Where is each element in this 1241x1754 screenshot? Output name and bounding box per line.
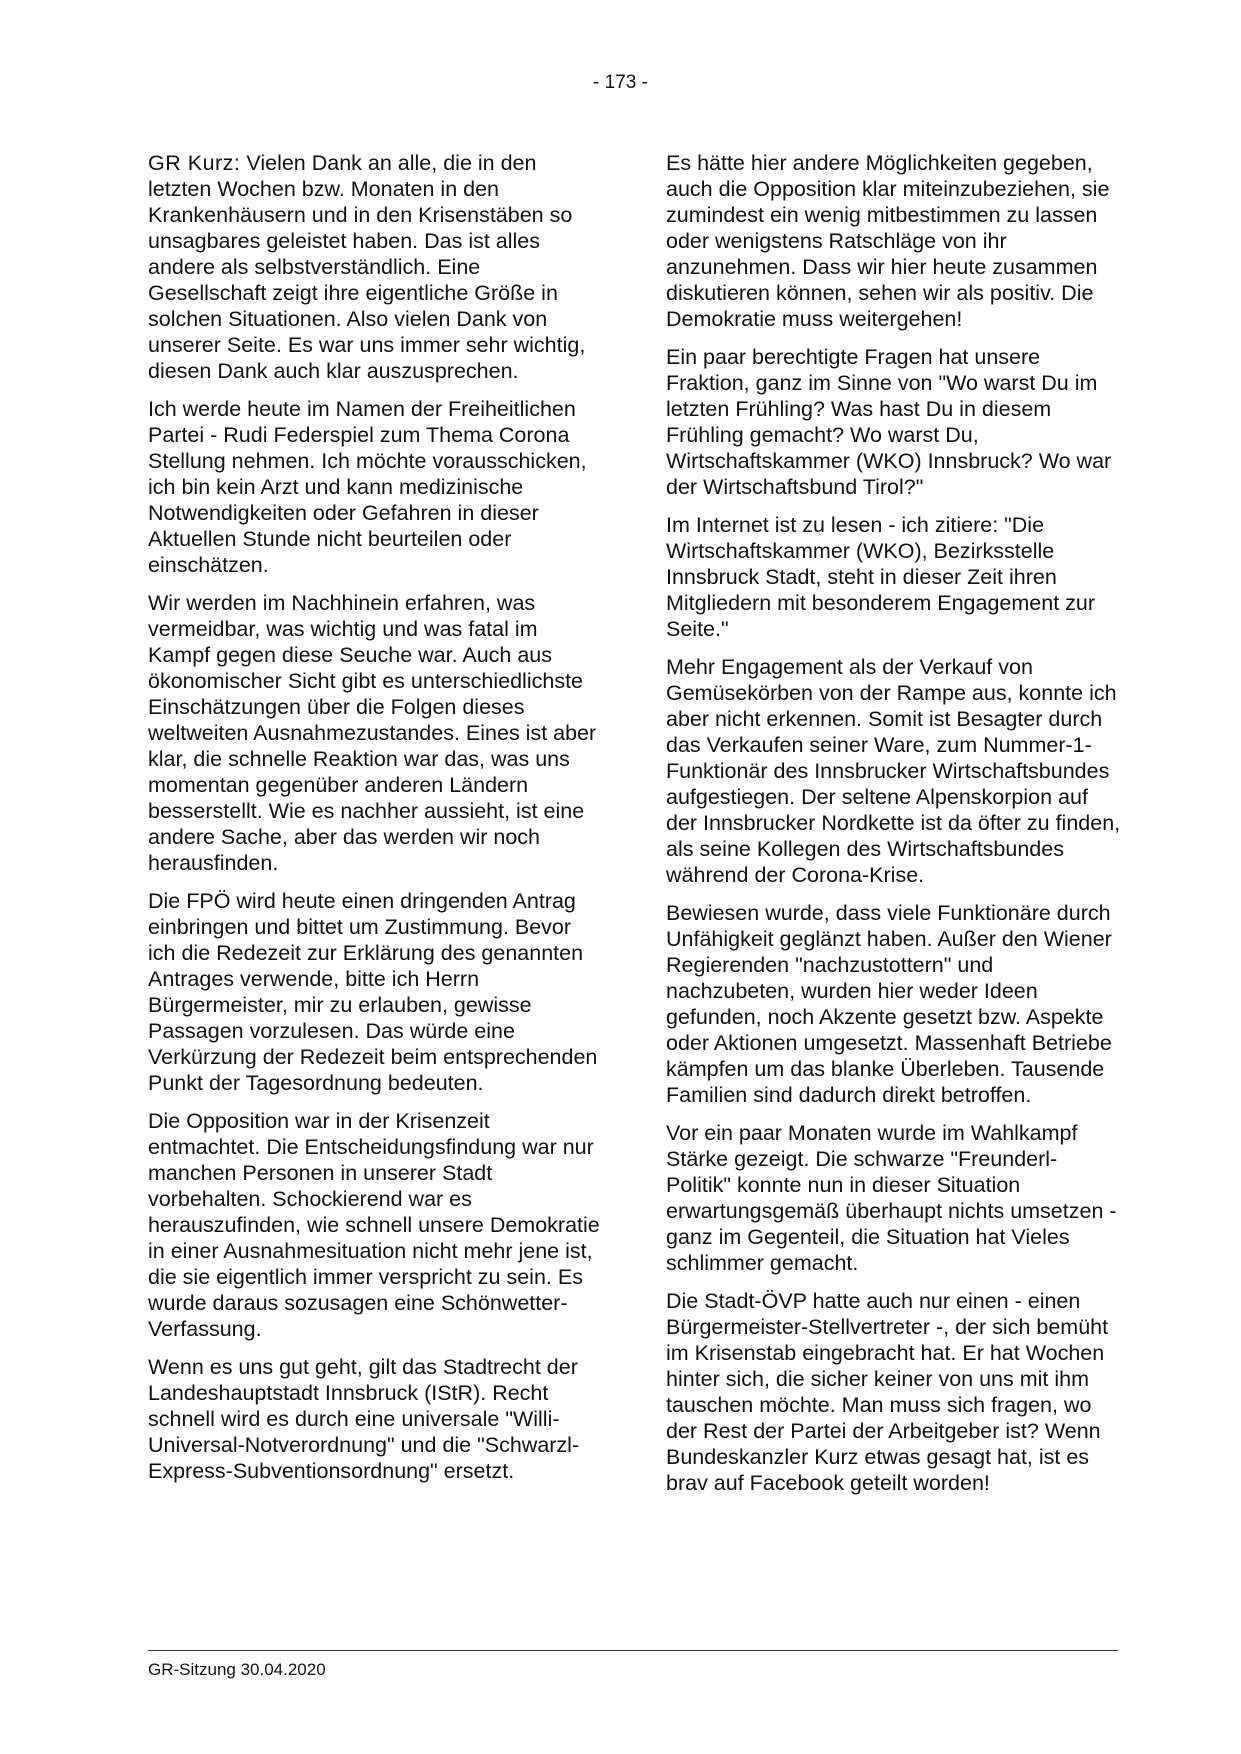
opening-text: Vielen Dank an alle, die in den letzten Wochen bzw. Monaten in den Krankenhäusern und in den Krisenstäben so unsagbares geleistet haben. Das ist alles andere als selbstverständlich. Eine Gesellschaft zeigt ihre eigentliche Größe in solchen Situationen. Also vielen Dank von unserer Seite. Es war uns immer sehr wichtig, diesen Dank auch klar auszusprechen. bbox=[148, 151, 586, 383]
paragraph: Wenn es uns gut geht, gilt das Stadtrecht der Landeshauptstadt Innsbruck (IStR). Recht schnell wird es durch eine universale "Willi-Universal-Notverordnung" und die "Schwarzl-Express-Subventionsordnung" ersetzt. bbox=[148, 1355, 580, 1483]
paragraph: Die FPÖ wird heute einen dringenden Antrag einbringen und bittet um Zustimmung. Bevor ich die Redezeit zur Erklärung des genannten Antrages verwende, bitte ich Herrn Bürgermeister, mir zu erlauben, gewisse Passagen vorzulesen. Das würde eine Verkürzung der Redezeit beim entsprechenden Punkt der Tagesordnung bedeuten. bbox=[148, 889, 598, 1095]
paragraph-speech-opening bbox=[148, 150, 603, 384]
paragraph: Die Stadt-ÖVP hatte auch nur einen - einen Bürgermeister-Stellvertreter -, der sich bemüht im Krisenstab eingebracht hat. Er hat Wochen hinter sich, die sicher keiner von uns mit ihm tauschen möchte. Man muss sich fragen, wo der Rest der Partei der Arbeitgeber ist? Wenn Bundeskanzler Kurz etwas gesagt hat, ist es brav auf Facebook geteilt worden! bbox=[666, 1289, 1109, 1495]
paragraph: Ich werde heute im Namen der Freiheitlichen Partei - Rudi Federspiel zum Thema Corona Stellung nehmen. Ich möchte vorausschicken, ich bin kein Arzt und kann medizinische Notwendigkeiten oder Gefahren in dieser Aktuellen Stunde nicht beurteilen oder einschätzen. bbox=[148, 397, 587, 577]
paragraph: Es hätte hier andere Möglichkeiten gegeben, auch die Opposition klar miteinzubeziehen, sie zumindest ein wenig mitbestimmen zu lassen oder wenigstens Ratschläge von ihr anzunehmen. Dass wir hier heute zusammen diskutieren können, sehen wir als positiv. Die Demokratie muss weitergehen! bbox=[666, 151, 1110, 331]
page-number: - 173 - bbox=[593, 72, 648, 93]
footer-session-date: GR-Sitzung 30.04.2020 bbox=[148, 1660, 326, 1679]
paragraph: Wir werden im Nachhinein erfahren, was vermeidbar, was wichtig und was fatal im Kampf gegen diese Seuche war. Auch aus ökonomischer Sicht gibt es unterschiedlichste Einschätzungen über die Folgen dieses weltweiten Ausnahmezustandes. Eines ist aber klar, die schnelle Reaktion war das, was uns momentan gegenüber anderen Ländern besserstellt. Wie es nachher aussieht, ist eine andere Sache, aber das werden wir noch herausfinden. bbox=[148, 591, 597, 875]
right-column bbox=[666, 150, 1121, 1508]
paragraph: Vor ein paar Monaten wurde im Wahlkampf Stärke gezeigt. Die schwarze "Freunderl-Politik" konnte nun in dieser Situation erwartungsgemäß überhaupt nichts umsetzen - ganz im Gegenteil, die Situation hat Vieles schlimmer gemacht. bbox=[666, 1121, 1117, 1275]
left-column bbox=[148, 150, 603, 1496]
paragraph: Ein paar berechtigte Fragen hat unsere Fraktion, ganz im Sinne von "Wo warst Du im letzten Frühling? Was hast Du in diesem Frühling gemacht? Wo warst Du, Wirtschaftskammer (WKO) Innsbruck? Wo war der Wirtschaftsbund Tirol?" bbox=[666, 345, 1112, 499]
footer-divider bbox=[148, 1650, 1118, 1651]
paragraph: Bewiesen wurde, dass viele Funktionäre durch Unfähigkeit geglänzt haben. Außer den Wiener Regierenden "nachzustottern" und nachzubeten, wurden hier weder Ideen gefunden, noch Akzente gesetzt bzw. Aspekte oder Aktionen umgesetzt. Massenhaft Betriebe kämpfen um das blanke Überleben. Tausende Familien sind dadurch direkt betroffen. bbox=[666, 901, 1112, 1107]
paragraph: Im Internet ist zu lesen - ich zitiere: "Die Wirtschaftskammer (WKO), Bezirksstelle Innsbruck Stadt, steht in dieser Zeit ihren Mitgliedern mit besonderem Engagement zur Seite." bbox=[666, 513, 1096, 641]
paragraph: Die Opposition war in der Krisenzeit entmachtet. Die Entscheidungsfindung war nur manchen Personen in unserer Stadt vorbehalten. Schockierend war es herauszufinden, wie schnell unsere Demokratie in einer Ausnahmesituation nicht mehr jene ist, die sie eigentlich immer verspricht zu sein. Es wurde daraus sozusagen eine Schönwetter-Verfassung. bbox=[148, 1109, 600, 1341]
speaker-label: GR Kurz: bbox=[148, 151, 241, 175]
paragraph: Mehr Engagement als der Verkauf von Gemüsekörben von der Rampe aus, konnte ich aber nicht erkennen. Somit ist Besagter durch das Verkaufen seiner Ware, zum Nummer-1-Funktionär des Innsbrucker Wirtschaftsbundes aufgestiegen. Der seltene Alpenskorpion auf der Innsbrucker Nordkette ist da öfter zu finden, als seine Kollegen des Wirtschaftsbundes während der Corona-Krise. bbox=[666, 655, 1121, 887]
